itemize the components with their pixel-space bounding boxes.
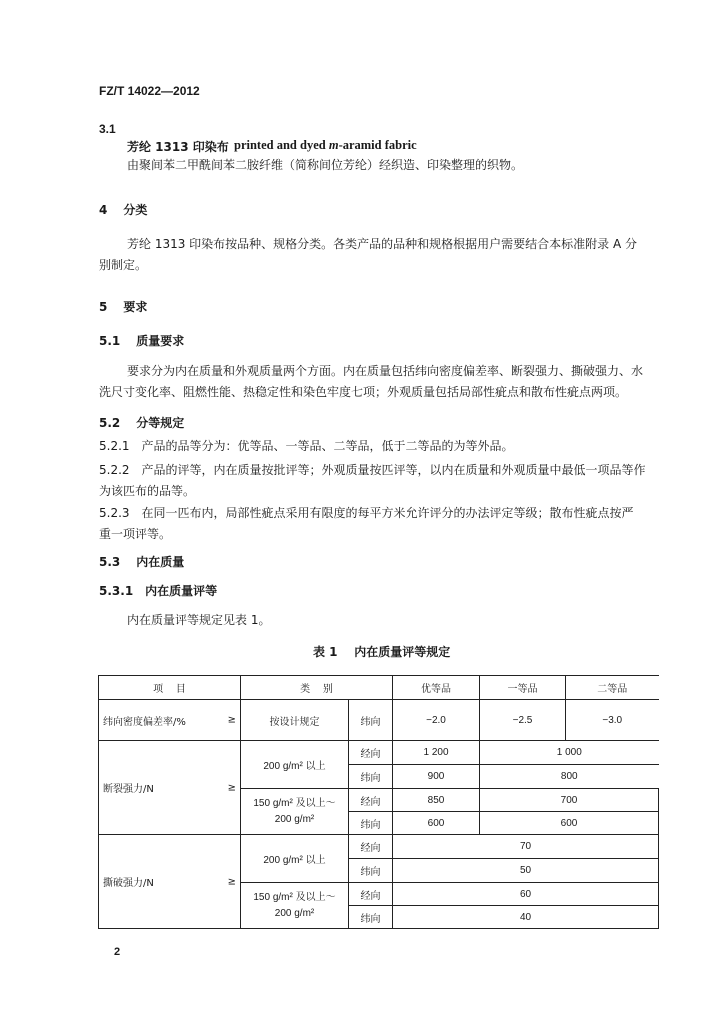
section-5-3-heading: 5.3 内在质量 [99,555,185,569]
section-5-3-1-text: 内在质量评等规定见表 1。 [127,613,271,627]
breaking-b-weft-grade23: 600 [480,812,659,835]
breaking-b-warp-dir: 经向 [349,789,393,812]
breaking-spec-a: 200 g/m² 以上 [241,741,349,789]
table-row-density [99,700,659,741]
breaking-b-warp-grade23: 700 [480,789,659,812]
table-1-caption: 表 1 内在质量评等规定 [313,645,451,659]
density-direction: 纬向 [349,700,393,741]
table-header-row [99,676,659,700]
clause-5-2-2-line2: 为该匹布的品等。 [99,484,196,498]
section-3-1-number: 3.1 [99,122,116,136]
clause-5-2-3-line2: 重一项评等。 [99,527,172,541]
breaking-label-cell: 断裂强力/N ≥ [99,741,241,835]
term-en: printed and dyed m-aramid fabric [234,138,417,152]
breaking-a-weft-dir: 纬向 [349,765,393,789]
term-definition: 由聚间苯二甲酰间苯二胺纤维（简称间位芳纶）经织造、印染整理的织物。 [127,158,524,172]
breaking-a-warp-grade1: 1 200 [393,741,480,765]
table-row-breaking-a-warp [99,741,659,765]
tearing-a-warp-value: 70 [393,835,659,859]
tearing-b-warp-dir: 经向 [349,883,393,906]
tearing-b-weft-value: 40 [393,906,659,929]
tearing-spec-a: 200 g/m² 以上 [241,835,349,883]
quality-grading-table [98,675,659,929]
clause-5-2-2-line1: 5.2.2 产品的评等，内在质量按批评等；外观质量按匹评等，以内在质量和外观质量中最低一项品等作 [99,463,646,477]
density-value-grade1: −2.0 [393,700,480,741]
breaking-a-weft-grade1: 900 [393,765,480,789]
density-label-cell: 纬向密度偏差率/% ≥ [99,700,241,741]
density-value-grade2: −2.5 [480,700,566,741]
header-grade-second-class: 一等品 [480,676,566,700]
section-5-heading: 5 要求 [99,300,148,314]
standard-code: FZ/T 14022—2012 [99,84,200,98]
section-4-line1: 芳纶 1313 印染布按品种、规格分类。各类产品的品种和规格根据用户需要结合本标准附录 A 分 [127,237,638,251]
tearing-label-cell: 撕破强力/N ≥ [99,835,241,929]
breaking-b-weft-grade1: 600 [393,812,480,835]
breaking-b-weft-dir: 纬向 [349,812,393,835]
breaking-a-weft-grade23: 800 [480,765,659,789]
clause-5-2-3-line1: 5.2.3 在同一匹布内，局部性疵点采用有限度的每平方米允许评分的办法评定等级；散布性疵点按严 [99,506,634,520]
tearing-a-weft-value: 50 [393,859,659,883]
breaking-spec-b: 150 g/m² 及以上～ 200 g/m² [241,789,349,835]
section-5-1-heading: 5.1 质量要求 [99,334,185,348]
section-5-2-heading: 5.2 分等规定 [99,416,185,430]
breaking-a-warp-dir: 经向 [349,741,393,765]
page-number: 2 [114,946,121,958]
tearing-b-warp-value: 60 [393,883,659,906]
tearing-a-warp-dir: 经向 [349,835,393,859]
header-grade-third-class: 二等品 [566,676,659,700]
term-zh: 芳纶 1313 印染布 [127,140,229,154]
breaking-b-warp-grade1: 850 [393,789,480,812]
density-value-grade3: −3.0 [566,700,659,741]
header-category: 类 别 [241,676,393,700]
breaking-a-warp-grade23: 1 000 [480,741,659,765]
section-5-3-1-heading: 5.3.1 内在质量评等 [99,584,218,598]
clause-5-2-1: 5.2.1 产品的品等分为：优等品、一等品、二等品，低于二等品的为等外品。 [99,439,514,453]
section-5-1-line1: 要求分为内在质量和外观质量两个方面。内在质量包括纬向密度偏差率、断裂强力、撕破强力、水 [127,364,644,378]
tearing-spec-b: 150 g/m² 及以上～ 200 g/m² [241,883,349,929]
tearing-a-weft-dir: 纬向 [349,859,393,883]
tearing-b-weft-dir: 纬向 [349,906,393,929]
section-5-1-line2: 洗尺寸变化率、阻燃性能、热稳定性和染色牢度七项；外观质量包括局部性疵点和散布性疵点两项。 [99,385,628,399]
section-4-heading: 4 分类 [99,203,148,217]
header-grade-first-class: 优等品 [393,676,480,700]
header-item: 项 目 [99,676,241,700]
section-4-line2: 别制定。 [99,258,148,272]
table-row-tearing-a-warp [99,835,659,859]
density-category: 按设计规定 [241,700,349,741]
